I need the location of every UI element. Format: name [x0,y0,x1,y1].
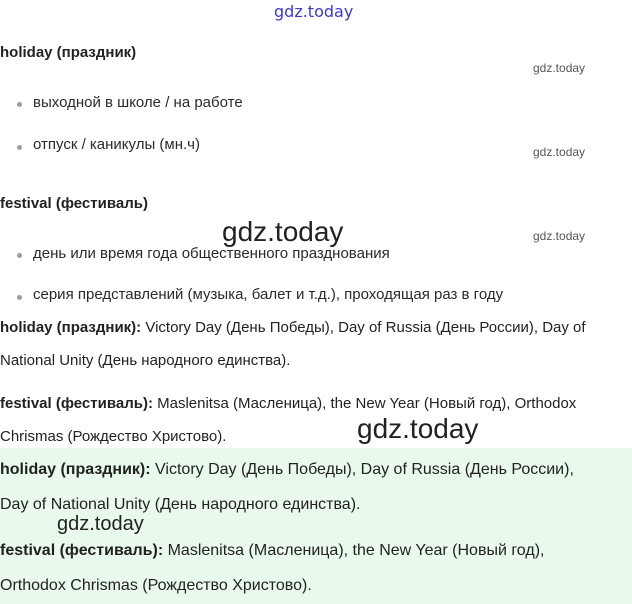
answer-holiday-line-2: National Unity (День народного единства). [0,352,291,369]
answer-festival-label: festival (фестиваль): [0,395,153,412]
watermark-small: gdz.today [533,61,586,75]
definition-item: серия представлений (музыка, балет и т.д.), проходящая раз в году [33,286,504,303]
green-holiday-line [0,461,574,479]
green-holiday-line-2: Day of National Unity (День народного единства). [0,496,361,513]
answer-holiday-label: holiday (праздник): [0,319,142,336]
watermark-small: gdz.today [533,229,586,243]
term-heading-holiday: holiday (праздник) [0,44,137,61]
term-heading-festival: festival (фестиваль) [0,195,148,212]
answer-festival-line [0,395,576,412]
bullet-icon [17,102,22,107]
answer-holiday-text: Victory Day (День Победы), Day of Russia (День России), Day of [141,319,586,336]
watermark-medium: gdz.today [57,513,144,535]
green-festival-text: Maslenitsa (Масленица), the New Year (Новый год), [163,542,545,559]
watermark-large: gdz.today [357,413,479,444]
green-holiday-text: Victory Day (День Победы), Day of Russia (День России), [150,461,574,478]
definition-item: отпуск / каникулы (мн.ч) [33,136,200,153]
bullet-icon [17,295,22,300]
bullet-icon [17,145,22,150]
watermark-top: gdz.today [274,2,354,21]
definition-item: выходной в школе / на работе [33,94,243,111]
green-holiday-label: holiday (праздник): [0,461,151,478]
watermark-small: gdz.today [533,145,586,159]
answer-festival-line-2: Chrismas (Рождество Христово). [0,428,227,445]
answer-holiday-line [0,319,586,336]
green-festival-line-2: Orthodox Chrismas (Рождество Христово). [0,577,312,594]
bullet-icon [17,253,22,258]
watermark-large: gdz.today [222,216,344,247]
green-festival-line [0,542,544,560]
answer-festival-text: Maslenitsa (Масленица), the New Year (Новый год), Orthodox [152,395,577,412]
definition-item: день или время года общественного празднования [33,245,390,262]
green-festival-label: festival (фестиваль): [0,542,164,559]
